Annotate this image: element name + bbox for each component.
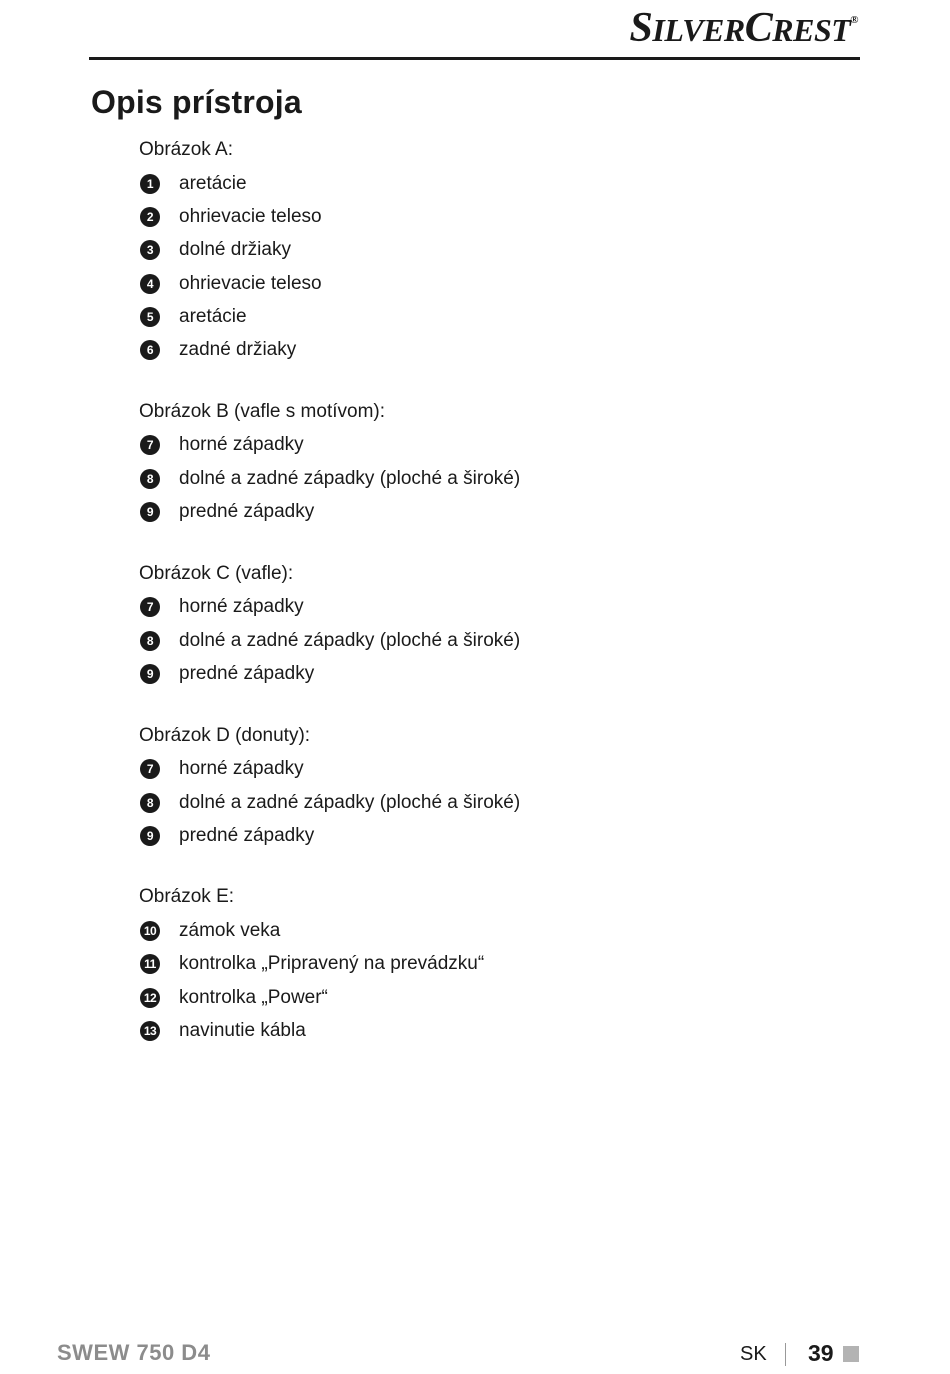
item-label: navinutie kábla (179, 1019, 306, 1041)
number-badge: 7 (140, 759, 160, 779)
item-label: zámok veka (179, 920, 281, 942)
section-figure-a (139, 138, 839, 367)
number-badge: 9 (140, 826, 160, 846)
header-rule (89, 57, 860, 60)
list-item (139, 786, 839, 819)
list-item (139, 624, 839, 657)
number-badge: 7 (140, 435, 160, 455)
item-label: dolné držiaky (179, 239, 291, 261)
item-label: horné západky (179, 758, 304, 780)
number-badge: 8 (140, 631, 160, 651)
number-badge: 8 (140, 793, 160, 813)
number-badge: 10 (140, 921, 160, 941)
section-figure-c (139, 562, 839, 691)
item-label: ohrievacie teleso (179, 205, 322, 227)
section-title: Obrázok A: (139, 139, 233, 160)
number-badge: 6 (140, 340, 160, 360)
number-badge: 9 (140, 502, 160, 522)
page-title: Opis prístroja (91, 84, 302, 120)
parts-list (139, 138, 839, 1081)
list-item (139, 753, 839, 786)
list-item (139, 981, 839, 1014)
page-number: 39 (808, 1340, 834, 1366)
number-badge: 12 (140, 988, 160, 1008)
item-label: kontrolka „Pripravený na prevádzku“ (179, 953, 485, 975)
list-item (139, 819, 839, 852)
list-item (139, 429, 839, 462)
number-badge: 8 (140, 469, 160, 489)
item-label: zadné držiaky (179, 339, 297, 361)
brand-logo: SILVERCREST® (629, 5, 858, 51)
number-badge: 9 (140, 664, 160, 684)
footer-square-icon (843, 1346, 859, 1362)
list-item (139, 657, 839, 690)
item-label: dolné a zadné západky (ploché a široké) (179, 629, 521, 651)
item-label: horné západky (179, 434, 304, 456)
footer-model: SWEW 750 D4 (57, 1340, 211, 1365)
list-item (139, 948, 839, 981)
list-item (139, 914, 839, 947)
list-item (139, 234, 839, 267)
section-title: Obrázok D (donuty): (139, 724, 311, 746)
number-badge: 7 (140, 597, 160, 617)
section-title: Obrázok E: (139, 886, 235, 908)
number-badge: 4 (140, 274, 160, 294)
item-label: dolné a zadné západky (ploché a široké) (179, 791, 521, 813)
number-badge: 5 (140, 307, 160, 327)
item-label: predné západky (179, 501, 315, 523)
list-item (139, 267, 839, 300)
item-label: kontrolka „Power“ (179, 986, 328, 1008)
list-item (139, 200, 839, 233)
number-badge: 2 (140, 207, 160, 227)
item-label: ohrievacie teleso (179, 272, 322, 294)
list-item (139, 300, 839, 333)
item-label: aretácie (179, 172, 247, 194)
section-figure-b (139, 400, 839, 529)
list-item (139, 462, 839, 495)
list-item (139, 495, 839, 528)
item-label: predné západky (179, 662, 315, 684)
number-badge: 3 (140, 240, 160, 260)
footer-divider (785, 1343, 786, 1366)
item-label: predné západky (179, 824, 315, 846)
item-label: aretácie (179, 305, 247, 327)
item-label: horné západky (179, 596, 304, 618)
item-label: dolné a zadné západky (ploché a široké) (179, 467, 521, 489)
section-title: Obrázok C (vafle): (139, 562, 294, 584)
section-figure-e (139, 885, 839, 1047)
list-item (139, 167, 839, 200)
section-figure-d (139, 724, 839, 853)
section-title: Obrázok B (vafle s motívom): (139, 400, 386, 422)
number-badge: 11 (140, 954, 160, 974)
number-badge: 13 (140, 1021, 160, 1041)
number-badge: 1 (140, 174, 160, 194)
list-item (139, 333, 839, 366)
list-item (139, 1014, 839, 1047)
footer-language: SK (740, 1343, 767, 1365)
list-item (139, 591, 839, 624)
